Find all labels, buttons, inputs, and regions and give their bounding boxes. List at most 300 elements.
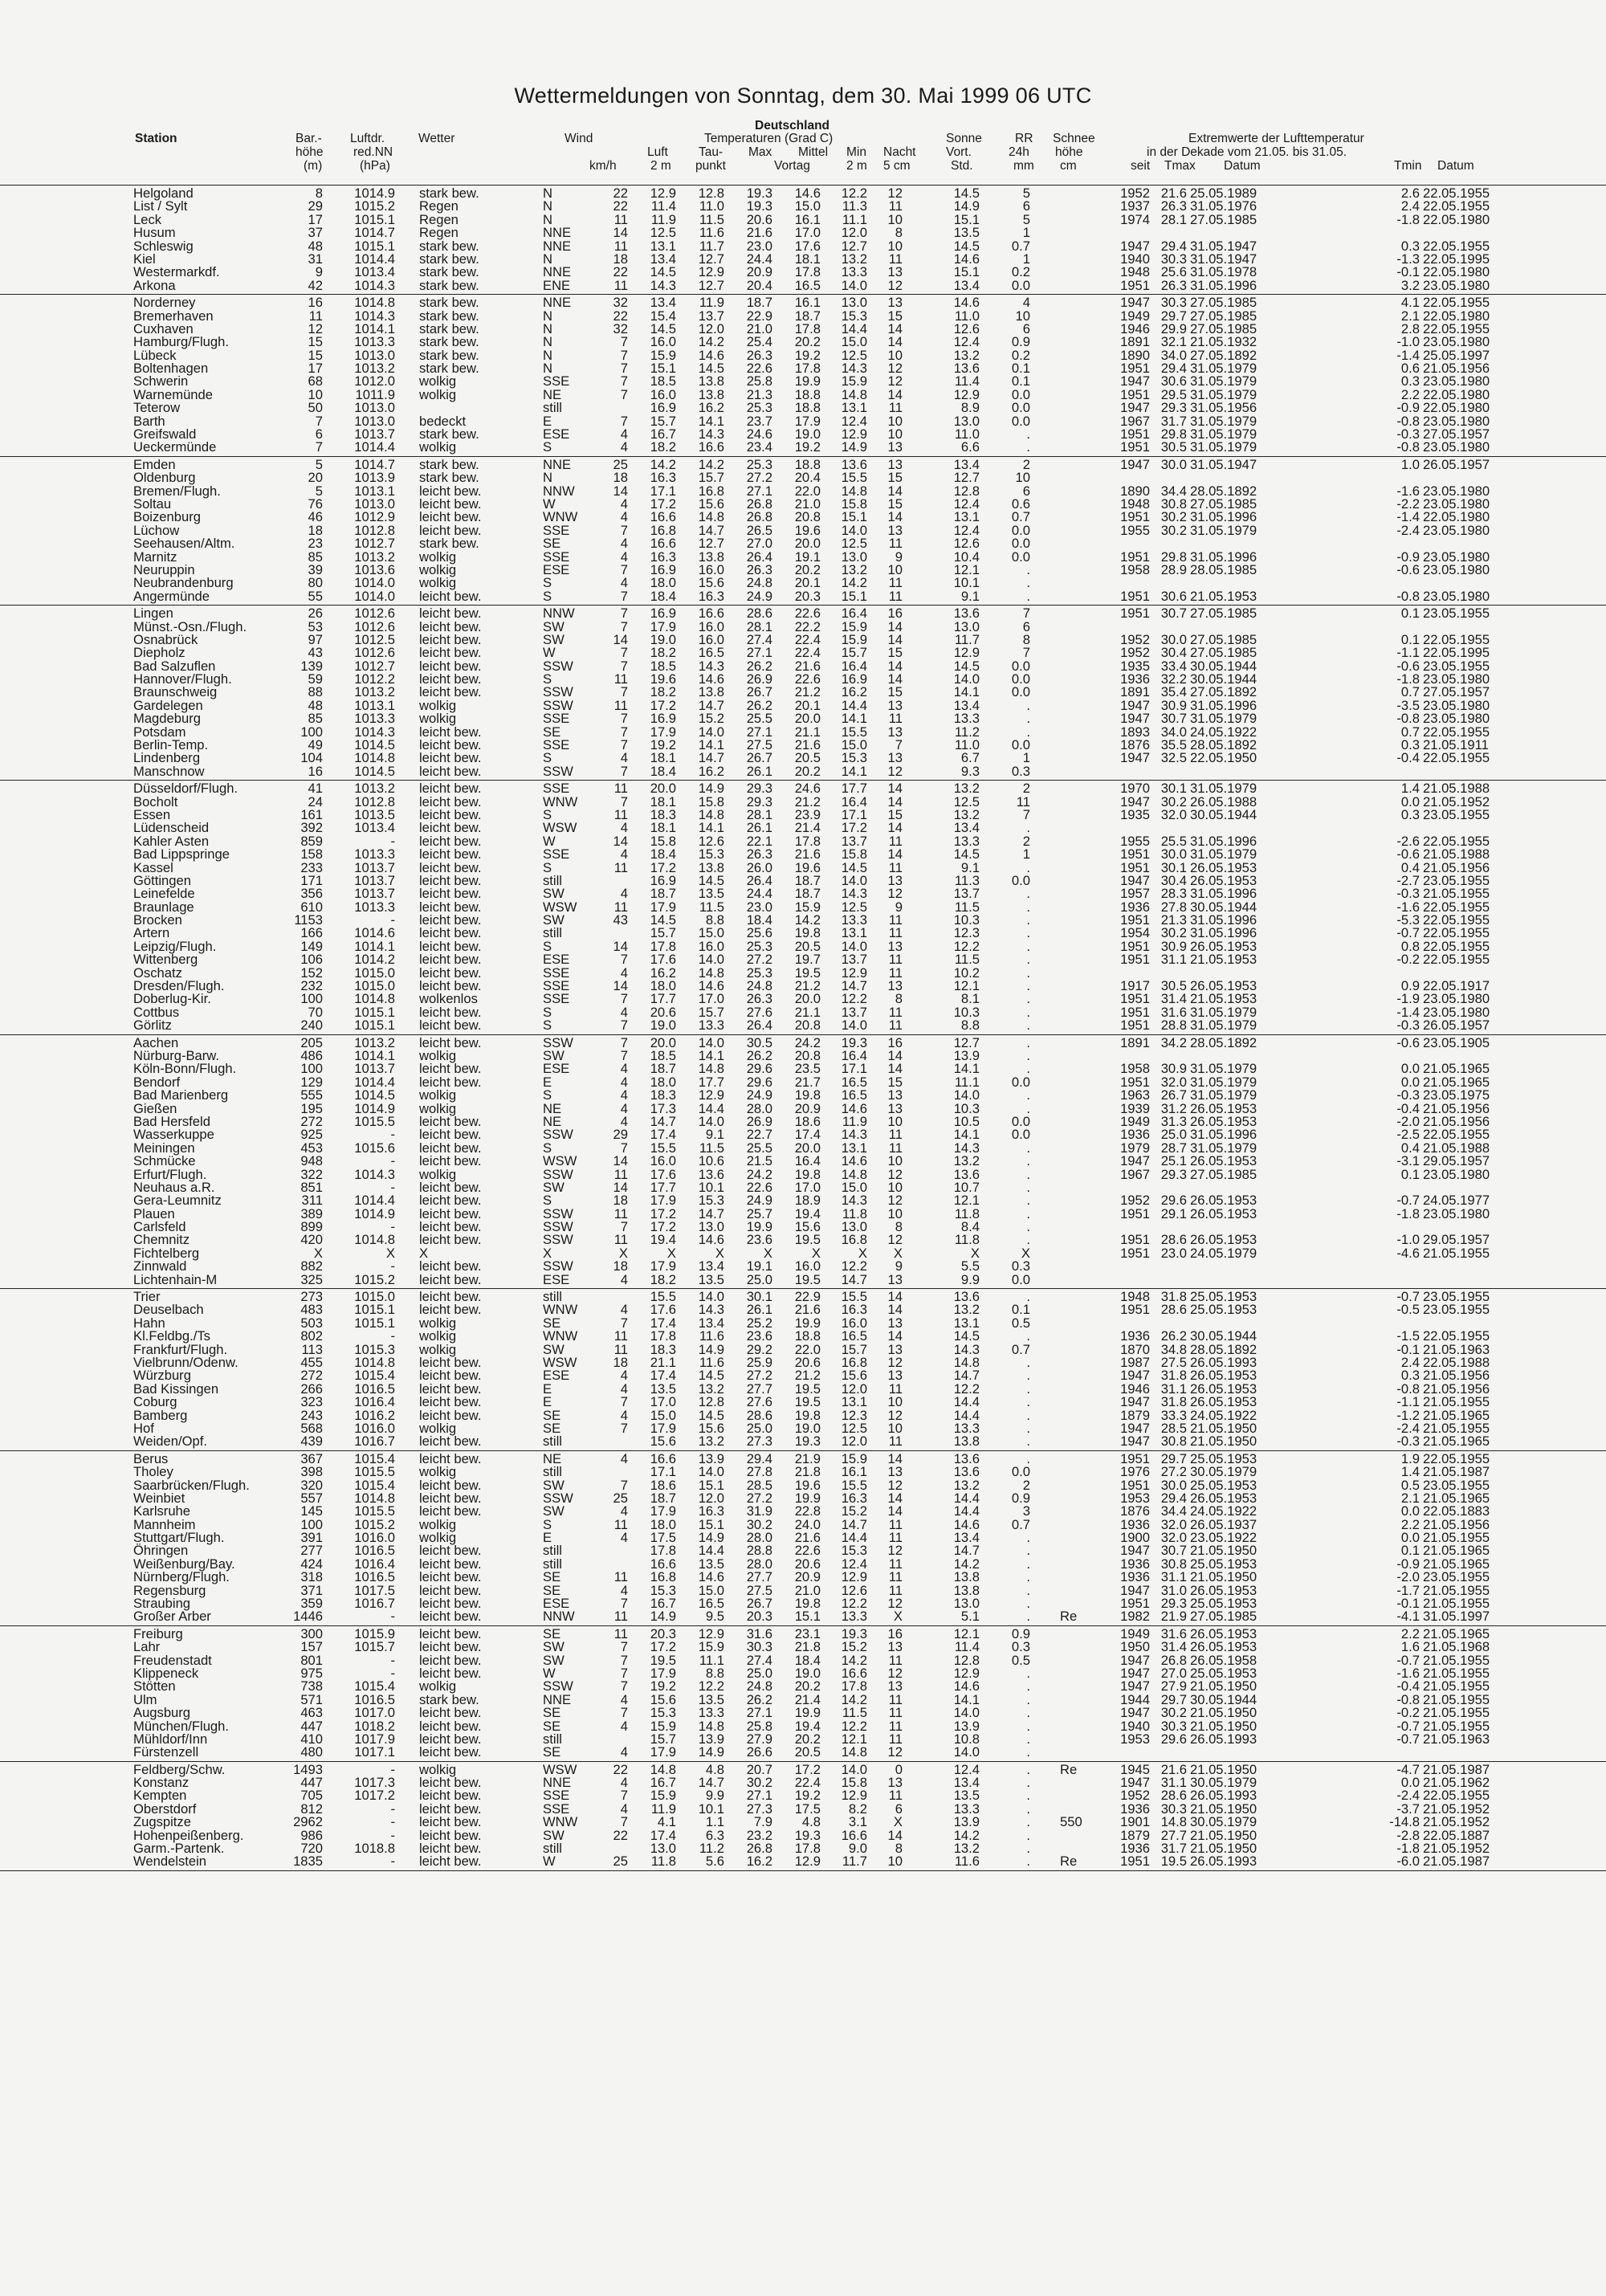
cell-dew-point: 9.9 [705, 1788, 724, 1804]
cell-tmin: -1.8 [1396, 211, 1420, 227]
cell-station-height: 610 [300, 899, 323, 915]
cell-station-name: Kl.Feldbg./Ts [133, 1328, 210, 1344]
cell-sunshine: 13.3 [953, 711, 980, 727]
cell-wind-speed: 14 [613, 1179, 628, 1195]
cell-temp-night: 11 [888, 198, 903, 214]
cell-pressure: 1013.5 [354, 806, 395, 822]
cell-tmax-date: 24.05.1922 [1190, 1407, 1257, 1423]
cell-weather: wolkenlos [419, 991, 478, 1007]
cell-temp-mean: 20.5 [794, 1744, 821, 1760]
cell-sunshine: 11.0 [954, 737, 980, 753]
cell-wind-speed: 18 [613, 1193, 628, 1209]
cell-temp-air: 17.2 [650, 495, 676, 512]
cell-wind-speed: 7 [620, 1017, 628, 1034]
cell-record-since: 1917 [1120, 978, 1150, 994]
cell-dew-point: 5.6 [705, 1854, 724, 1870]
cell-tmax-date: 21.05.1950 [1190, 1420, 1257, 1436]
cell-station-height: 453 [300, 1140, 323, 1156]
cell-temp-air: 16.3 [650, 470, 676, 486]
cell-dew-point: 13.8 [698, 859, 724, 875]
cell-wind-direction: SSE [543, 373, 570, 389]
cell-pressure: 1012.7 [354, 536, 395, 552]
cell-sunshine: 14.6 [953, 1516, 980, 1532]
cell-tmin-date: 21.05.1952 [1423, 793, 1490, 810]
cell-sunshine: 11.1 [954, 1074, 980, 1090]
cell-temp-max: 25.2 [746, 1315, 772, 1331]
cell-station-height: 272 [300, 1368, 323, 1384]
cell-temp-night: 14 [887, 509, 903, 525]
cell-temp-night: 11 [888, 1004, 903, 1020]
header-label: seit [1131, 159, 1151, 173]
cell-weather: wolkig [419, 373, 457, 389]
cell-tmax-date: 21.05.1950 [1190, 1761, 1257, 1777]
cell-sunshine: 14.5 [953, 658, 980, 674]
cell-pressure: 1014.0 [354, 588, 395, 604]
cell-tmin: 0.0 [1400, 1061, 1420, 1077]
cell-wind-direction: W [543, 495, 556, 512]
cell-pressure: 1017.0 [354, 1705, 395, 1721]
cell-pressure: 1013.0 [354, 413, 395, 429]
cell-temp-night: 14 [887, 334, 903, 350]
cell-station-name: Leipzig/Flugh. [133, 938, 217, 954]
cell-pressure: 1012.6 [354, 606, 395, 622]
cell-tmin-date: 23.05.1955 [1423, 1289, 1490, 1305]
cell-temp-min: 15.2 [841, 1639, 867, 1655]
cell-sunshine: 5.5 [960, 1258, 980, 1274]
cell-weather: leicht bew. [419, 938, 482, 954]
cell-tmax: 28.6 [1160, 1232, 1187, 1248]
station-group [0, 782, 1606, 1034]
cell-tmax: 30.1 [1160, 781, 1187, 797]
cell-station-height: 97 [308, 631, 323, 647]
cell-station-height: 7 [315, 439, 323, 455]
cell-dew-point: 15.3 [698, 1193, 724, 1209]
cell-temp-night: 12 [887, 1166, 903, 1182]
cell-temp-min: 13.3 [841, 912, 867, 928]
cell-wind-direction: ESE [543, 561, 570, 577]
cell-temp-air: 18.3 [650, 1341, 676, 1357]
station-group [0, 1450, 1606, 1626]
cell-station-name: München/Flugh. [133, 1718, 229, 1734]
cell-station-name: Garm.-Partenk. [133, 1841, 225, 1857]
cell-tmin: -0.9 [1396, 400, 1420, 416]
cell-tmin-date: 23.05.1980 [1423, 495, 1490, 512]
cell-temp-max: 26.8 [746, 1841, 772, 1857]
cell-temp-max: 29.4 [746, 1450, 772, 1466]
cell-weather: leicht bew. [419, 1477, 482, 1493]
cell-wind-direction: still [543, 925, 562, 941]
cell-precipitation: . [1026, 1407, 1030, 1423]
cell-tmax: 34.2 [1160, 1034, 1187, 1050]
cell-temp-air: 16.9 [650, 872, 676, 888]
cell-temp-air: 11.9 [650, 211, 676, 227]
cell-tmax: 31.8 [1160, 1289, 1187, 1305]
cell-tmin-date: 22.05.1883 [1423, 1503, 1490, 1519]
cell-sunshine: 13.8 [953, 1582, 980, 1598]
cell-weather: leicht bew. [419, 1004, 482, 1020]
cell-sunshine: 14.6 [953, 1678, 980, 1694]
cell-station-name: Wendelstein [133, 1854, 207, 1870]
cell-record-since: 1870 [1120, 1341, 1150, 1357]
cell-tmin-date: 23.05.1980 [1423, 413, 1490, 429]
cell-sunshine: 13.0 [953, 1596, 980, 1612]
cell-precipitation: . [1026, 938, 1030, 954]
cell-pressure: - [390, 833, 395, 849]
cell-temp-air: 14.7 [650, 1113, 676, 1129]
cell-temp-max: 27.1 [746, 1788, 772, 1804]
cell-temp-max: 19.9 [746, 1219, 772, 1235]
cell-dew-point: 11.2 [699, 1841, 724, 1857]
cell-sunshine: 13.1 [953, 1315, 980, 1331]
cell-tmax: 30.8 [1160, 1556, 1187, 1572]
cell-record-since: 1936 [1120, 671, 1150, 687]
cell-temp-mean: 22.4 [794, 645, 821, 661]
cell-record-since: 1951 [1120, 1004, 1150, 1020]
cell-temp-min: 12.4 [841, 413, 867, 429]
cell-temp-night: 9 [895, 549, 903, 565]
cell-precipitation: . [1026, 1219, 1030, 1235]
station-group [0, 185, 1606, 295]
cell-tmax-date: 31.05.1956 [1190, 400, 1257, 416]
cell-tmin: 0.3 [1400, 737, 1420, 753]
cell-temp-night: 15 [887, 470, 903, 486]
cell-station-name: Bremerhaven [133, 308, 214, 324]
cell-precipitation: 0.9 [1011, 1625, 1030, 1641]
cell-temp-mean: 18.1 [794, 251, 821, 267]
cell-station-height: 359 [300, 1596, 323, 1612]
cell-tmin: -0.4 [1396, 750, 1420, 766]
cell-pressure: - [390, 1219, 395, 1235]
cell-tmax: 30.6 [1160, 588, 1187, 604]
cell-sunshine: 5.1 [960, 1609, 980, 1625]
cell-temp-mean: 20.1 [794, 697, 821, 713]
cell-pressure: 1012.6 [354, 618, 395, 634]
cell-tmin-date: 22.05.1980 [1423, 400, 1490, 416]
cell-record-since: 1951 [1120, 1205, 1150, 1221]
cell-temp-mean: 20.0 [794, 991, 821, 1007]
cell-wind-speed: 32 [613, 320, 628, 336]
cell-temp-air: 18.5 [650, 373, 676, 389]
cell-tmax: 21.3 [1160, 912, 1187, 928]
cell-temp-min: 16.9 [841, 671, 867, 687]
cell-wind-speed: 43 [613, 912, 628, 928]
cell-tmin-date: 21.05.1988 [1423, 846, 1490, 863]
cell-record-since: 1955 [1120, 833, 1150, 849]
cell-dew-point: 15.9 [698, 1639, 724, 1655]
cell-station-height: 68 [308, 373, 323, 389]
cell-temp-air: 19.5 [650, 1652, 676, 1668]
cell-tmax: 30.3 [1160, 251, 1187, 267]
cell-record-since: 1953 [1120, 1731, 1150, 1747]
cell-temp-night: 14 [887, 483, 903, 499]
cell-tmin: -0.3 [1396, 1017, 1420, 1034]
cell-temp-mean: 21.7 [794, 1074, 821, 1090]
cell-weather: leicht bew. [419, 1061, 482, 1077]
cell-sunshine: 14.7 [953, 1368, 980, 1384]
cell-tmax: 19.5 [1160, 1854, 1187, 1870]
cell-record-since: 1967 [1120, 1166, 1150, 1182]
cell-tmin: -4.1 [1396, 1609, 1420, 1625]
cell-temp-max: 30.3 [746, 1639, 772, 1655]
cell-weather: leicht bew. [419, 886, 482, 902]
cell-tmax-date: 26.05.1953 [1190, 1380, 1257, 1397]
cell-temp-night: 11 [888, 1652, 903, 1668]
cell-temp-max: 26.0 [746, 859, 772, 875]
cell-pressure: 1013.9 [354, 470, 395, 486]
cell-dew-point: 9.5 [705, 1609, 724, 1625]
cell-precipitation: . [1026, 991, 1030, 1007]
cell-temp-max: 22.1 [746, 833, 772, 849]
cell-dew-point: 13.9 [698, 1731, 724, 1747]
cell-temp-mean: 19.3 [794, 1433, 821, 1450]
cell-tmin-date: 22.05.1955 [1423, 1788, 1490, 1804]
cell-pressure: 1015.2 [354, 1516, 395, 1532]
cell-station-height: 15 [308, 334, 323, 350]
cell-tmax: 29.3 [1160, 1596, 1187, 1612]
cell-wind-speed: 4 [620, 1100, 628, 1116]
cell-temp-night: 12 [887, 186, 903, 201]
cell-wind-direction: N [543, 186, 552, 201]
cell-temp-min: 15.0 [841, 334, 867, 350]
cell-wind-direction: S [543, 588, 552, 604]
cell-tmin: -2.0 [1396, 1113, 1420, 1129]
cell-tmin: -1.1 [1396, 645, 1420, 661]
cell-temp-night: 14 [887, 1061, 903, 1077]
cell-station-height: 195 [300, 1100, 323, 1116]
cell-tmax-date: 25.05.1953 [1190, 1665, 1257, 1681]
cell-pressure: 1015.0 [354, 1289, 395, 1305]
cell-temp-air: 15.4 [650, 308, 676, 324]
cell-record-since: 1951 [1120, 1232, 1150, 1248]
cell-temp-air: 16.3 [650, 549, 676, 565]
cell-temp-max: 27.5 [746, 1582, 772, 1598]
cell-station-name: Emden [133, 456, 176, 472]
cell-precipitation: 0.0 [1011, 277, 1030, 293]
cell-temp-night: 11 [888, 1718, 903, 1734]
cell-temp-min: 12.5 [841, 899, 867, 915]
cell-wind-speed: 14 [613, 225, 628, 241]
cell-dew-point: 10.1 [698, 1179, 724, 1195]
cell-station-height: 53 [308, 618, 323, 634]
cell-tmin-date: 23.05.1980 [1423, 588, 1490, 604]
cell-sunshine: 13.5 [953, 225, 980, 241]
cell-wind-direction: S [543, 1004, 552, 1020]
cell-temp-max: 16.2 [746, 1854, 772, 1870]
cell-temp-night: 10 [887, 426, 903, 442]
cell-temp-mean: 20.5 [794, 750, 821, 766]
cell-record-since: 1947 [1120, 295, 1150, 311]
cell-tmax-date: 24.05.1922 [1190, 1503, 1257, 1519]
cell-wind-speed: 4 [620, 495, 628, 512]
cell-temp-max: 30.2 [746, 1516, 772, 1532]
cell-tmax-date: 25.05.1953 [1190, 1302, 1257, 1318]
cell-wind-direction: SSE [543, 991, 570, 1007]
cell-temp-air: 18.0 [650, 1074, 676, 1090]
cell-temp-max: 26.5 [746, 522, 772, 538]
cell-record-since: 1951 [1120, 1074, 1150, 1090]
cell-temp-air: 17.6 [650, 952, 676, 968]
cell-temp-max: 25.3 [746, 456, 772, 472]
header-label: Tmax [1164, 159, 1196, 173]
cell-pressure: 1012.9 [354, 509, 395, 525]
cell-station-name: Carlsfeld [133, 1219, 186, 1235]
cell-dew-point: 14.6 [698, 671, 724, 687]
cell-tmin-date: 21.05.1955 [1423, 1665, 1490, 1681]
cell-tmin-date: 22.05.1980 [1423, 211, 1490, 227]
cell-temp-night: 11 [888, 536, 903, 552]
cell-wind-direction: S [543, 439, 552, 455]
cell-record-since: 1947 [1120, 400, 1150, 416]
cell-dew-point: 12.7 [698, 251, 724, 267]
cell-temp-min: 13.3 [841, 1609, 867, 1625]
cell-tmin-date: 21.05.1911 [1423, 737, 1489, 753]
cell-precipitation: 0.0 [1011, 1464, 1030, 1480]
cell-temp-mean: 19.0 [794, 1665, 821, 1681]
cell-record-since: 1876 [1120, 1503, 1150, 1519]
cell-temp-night: 16 [887, 1034, 903, 1050]
cell-tmin: 2.4 [1400, 198, 1420, 214]
cell-station-name: Tholey [133, 1464, 173, 1480]
cell-temp-max: 26.7 [746, 750, 772, 766]
cell-tmax: 33.3 [1160, 1407, 1187, 1423]
cell-record-since: 1948 [1120, 495, 1150, 512]
page-title: Wettermeldungen von Sonntag, dem 30. Mai 1999 06 UTC [514, 84, 1092, 108]
cell-tmax-date: 31.05.1996 [1190, 912, 1257, 928]
cell-tmax: 26.2 [1160, 1328, 1187, 1344]
cell-tmax-date: 31.05.1947 [1190, 238, 1257, 254]
cell-temp-night: 12 [887, 886, 903, 902]
cell-wind-speed: 7 [620, 522, 628, 538]
cell-wind-speed: 7 [620, 1048, 628, 1063]
cell-dew-point: 16.8 [698, 483, 724, 499]
cell-temp-night: 14 [887, 1302, 903, 1318]
cell-temp-air: 12.9 [650, 186, 676, 201]
cell-tmax: 30.8 [1160, 1433, 1187, 1450]
cell-pressure: 1015.4 [354, 1678, 395, 1694]
cell-precipitation: 0.1 [1011, 1302, 1030, 1318]
cell-temp-min: 16.0 [841, 1315, 867, 1331]
cell-temp-max: 25.0 [746, 1420, 772, 1436]
cell-pressure: 1013.2 [354, 781, 395, 797]
cell-temp-night: 12 [887, 1354, 903, 1370]
cell-temp-mean: 19.5 [794, 964, 821, 981]
cell-precipitation: . [1026, 1530, 1030, 1546]
cell-precipitation: . [1026, 1232, 1030, 1248]
cell-dew-point: 1.1 [705, 1814, 724, 1830]
cell-temp-max: 26.1 [746, 763, 772, 779]
cell-station-height: 157 [300, 1639, 323, 1655]
cell-temp-max: 26.1 [746, 1302, 772, 1318]
cell-temp-min: 16.1 [841, 1464, 867, 1480]
header-label: Min [846, 145, 866, 159]
cell-pressure: X [385, 1245, 395, 1261]
cell-precipitation: . [1026, 1100, 1030, 1116]
cell-tmax-date: 31.05.1996 [1190, 549, 1257, 565]
cell-tmax-date: 30.05.1944 [1190, 671, 1257, 687]
cell-sunshine: 10.3 [953, 912, 980, 928]
cell-record-since: 1890 [1120, 347, 1150, 363]
cell-wind-speed: 11 [613, 806, 628, 822]
header-label: (hPa) [360, 159, 390, 173]
header-label: Deutschland [755, 119, 830, 133]
cell-tmax: 28.1 [1160, 211, 1187, 227]
cell-wind-direction: N [543, 470, 552, 486]
cell-wind-speed: 4 [620, 750, 628, 766]
cell-wind-direction: E [543, 1530, 552, 1546]
header-label: Temperaturen (Grad C) [704, 132, 834, 145]
cell-precipitation: 3 [1022, 1503, 1030, 1519]
cell-weather: wolkig [419, 1464, 457, 1480]
cell-temp-mean: 19.2 [794, 1788, 821, 1804]
cell-precipitation: 0.7 [1011, 1516, 1030, 1532]
cell-station-name: Oberstdorf [133, 1801, 197, 1817]
cell-wind-direction: SSW [543, 1258, 573, 1274]
cell-temp-max: 28.0 [746, 1100, 772, 1116]
cell-temp-min: 14.4 [841, 320, 867, 336]
cell-temp-min: 14.8 [841, 1166, 867, 1182]
cell-weather: Regen [419, 211, 459, 227]
cell-temp-air: 18.2 [650, 1271, 676, 1287]
cell-temp-night: 13 [887, 522, 903, 538]
cell-temp-min: 15.8 [841, 1775, 867, 1791]
cell-pressure: 1014.0 [354, 575, 395, 591]
cell-tmax-date: 26.05.1953 [1190, 1490, 1257, 1506]
cell-temp-air: 17.6 [650, 1302, 676, 1318]
cell-temp-mean: 21.6 [794, 1302, 821, 1318]
cell-temp-min: 15.9 [841, 1450, 867, 1466]
cell-station-name: Schmücke [133, 1153, 196, 1169]
cell-sunshine: 13.4 [953, 1775, 980, 1791]
cell-temp-mean: 17.2 [794, 1761, 821, 1777]
cell-precipitation: 0.0 [1011, 549, 1030, 565]
cell-temp-max: 27.1 [746, 645, 772, 661]
cell-tmax: 32.2 [1160, 671, 1187, 687]
cell-sunshine: 11.8 [954, 1232, 980, 1248]
cell-wind-direction: NNW [543, 606, 575, 622]
cell-tmin-date: 22.05.1955 [1423, 952, 1490, 968]
cell-temp-mean: 19.8 [794, 925, 821, 941]
cell-weather: leicht bew. [419, 1827, 482, 1843]
cell-temp-night: 8 [895, 991, 903, 1007]
cell-record-since: 1951 [1120, 859, 1150, 875]
cell-sunshine: 11.8 [954, 1205, 980, 1221]
cell-pressure: 1013.0 [354, 495, 395, 512]
cell-temp-night: 11 [888, 1140, 903, 1156]
cell-temp-mean: 22.2 [794, 618, 821, 634]
cell-wind-speed: 4 [620, 1691, 628, 1707]
cell-weather: stark bew. [419, 238, 479, 254]
cell-sunshine: 12.2 [953, 938, 980, 954]
cell-wind-direction: ESE [543, 1368, 570, 1384]
cell-tmax-date: 26.05.1953 [1190, 1100, 1257, 1116]
cell-temp-min: 17.7 [841, 781, 867, 797]
cell-temp-min: 12.2 [841, 186, 867, 201]
cell-precipitation: 0.2 [1011, 264, 1030, 280]
table-row [0, 1855, 1606, 1868]
cell-tmax: 30.5 [1160, 978, 1187, 994]
cell-temp-air: 17.2 [650, 697, 676, 713]
cell-weather: leicht bew. [419, 1380, 482, 1397]
cell-temp-max: 26.3 [746, 846, 772, 863]
cell-temp-min: 15.3 [841, 1543, 867, 1559]
cell-temp-air: 17.9 [650, 1665, 676, 1681]
cell-temp-mean: 16.5 [794, 277, 821, 293]
cell-record-since: 1893 [1120, 724, 1150, 740]
cell-temp-mean: 20.2 [794, 763, 821, 779]
cell-temp-mean: 21.9 [794, 1450, 821, 1466]
cell-temp-max: 27.3 [746, 1433, 772, 1450]
cell-tmax: 29.9 [1160, 320, 1187, 336]
